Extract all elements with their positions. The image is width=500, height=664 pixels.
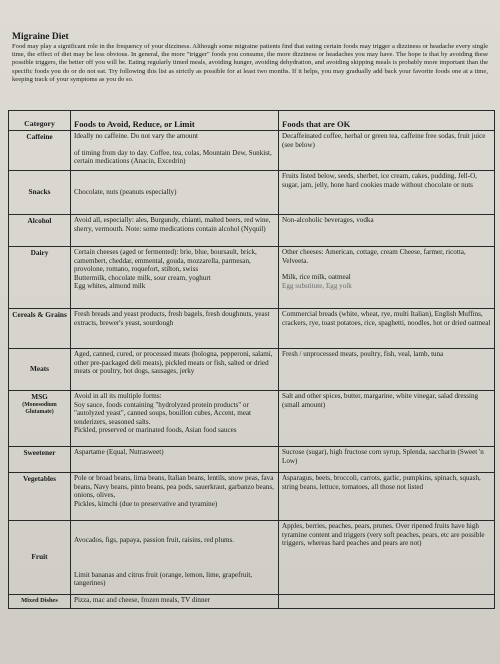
document-title: Migraine Diet <box>12 32 69 42</box>
ok-line: Fruits listed below, seeds, sherbet, ice cream, cakes, pudding, Jell-O, sugar, jam, jelly, hone hard cookies made without chocolate or nuts <box>282 172 477 189</box>
table-row <box>9 309 495 349</box>
avoid-line: Pizza, mac and cheese, frozen meals, TV dinner <box>74 596 211 604</box>
category-cell: Vegetables <box>9 473 71 521</box>
avoid-cell <box>71 595 279 609</box>
avoid-line: Certain cheeses (aged or fermented): brie, blue, boursault, brick, camembert, cheddar, emmental, gouda, mozzarella, parmesan, provolone, romano, roquefort, stilton, swiss <box>74 248 257 274</box>
table-row <box>9 473 495 521</box>
table-row <box>9 447 495 473</box>
ok-line: Fresh / unprocessed meats, poultry, fish, veal, lamb, tuna <box>282 350 444 358</box>
avoid-line: Avocados, figs, papaya, passion fruit, raisins, red plums. <box>74 536 235 544</box>
avoid-spacer <box>74 545 275 571</box>
header-category: Category <box>9 111 71 131</box>
table-row <box>9 215 495 247</box>
avoid-line: of timing from day to day. Coffee, tea, colas, Mountain Dew, Sunkist, certain medications (Anacin, Excedrin) <box>74 148 272 166</box>
ok-line: Salt and other spices, butter, margarine, white vinegar, salad dressing (small amount) <box>282 392 479 409</box>
intro-paragraph: Food may play a significant role in the frequency of your dizziness. Although some migraine patients find that eating certain foods may trigger a dizziness or headache every single time, the effect of diet may be less obvious. In general, the more "trigger" foods you consume, the more dizziness or headaches you may have. The hope is that by avoiding these possible triggers, the better off you will be. Eating regularly timed meals, avoiding hunger, avoiding dehydration, and avoiding skipping meals is probably more important than the specific foods you do or do not eat. Try following this list as strictly as possible for at least two months. If it helps, you may gradually add back your favorite foods one at a time, keeping track of your symptoms as you do so. <box>12 43 488 83</box>
table-row <box>9 349 495 391</box>
ok-line: Milk, rice milk, oatmeal <box>282 273 351 282</box>
avoid-spacer <box>74 141 275 149</box>
ok-cell <box>279 247 495 309</box>
avoid-line: Pickles, kimchi (due to preservative and tyramine) <box>74 499 218 508</box>
ok-cell <box>279 349 495 391</box>
avoid-cell <box>71 171 279 215</box>
avoid-line: Buttermilk, chocolate milk, sour cream, yoghurt <box>74 273 211 282</box>
category-sublabel: (Monosodium Glutamate) <box>22 401 57 415</box>
header-avoid: Foods to Avoid, Reduce, or Limit <box>71 111 279 131</box>
ok-cell <box>279 131 495 171</box>
avoid-cell <box>71 131 279 171</box>
category-cell: Fruit <box>9 521 71 595</box>
category-cell: Mixed Dishes <box>9 595 71 609</box>
avoid-cell <box>71 349 279 391</box>
ok-cell <box>279 473 495 521</box>
avoid-cell <box>71 473 279 521</box>
avoid-spacer <box>74 522 275 536</box>
avoid-cell <box>71 391 279 447</box>
document-header <box>12 32 488 84</box>
table-row <box>9 391 495 447</box>
category-label: MSG <box>31 392 48 401</box>
category-cell: Alcohol <box>9 215 71 247</box>
ok-cell <box>279 171 495 215</box>
avoid-line: Pickled, preserved or marinated foods, Asian food sauces <box>74 426 237 435</box>
category-cell: Sweetener <box>9 447 71 473</box>
avoid-cell <box>71 215 279 247</box>
avoid-cell <box>71 521 279 595</box>
avoid-line: Chocolate, nuts (peanuts especially) <box>74 188 177 197</box>
avoid-cell <box>71 447 279 473</box>
category-cell: Cereals & Grains <box>9 309 71 349</box>
ok-cell <box>279 521 495 595</box>
category-cell: Snacks <box>9 171 71 215</box>
ok-spacer <box>282 265 491 273</box>
avoid-line: Pole or broad beans, lima beans, Italian beans, lentils, snow peas, fava beans, Navy beans, pinto beans, pea pods, sauerkraut, garbanzo beans, onions, olives, <box>74 474 274 500</box>
ok-line: Non-alcoholic beverages, vodka <box>282 216 374 224</box>
ok-line: Commercial breads (white, wheat, rye, multi Italian), English Muffins, crackers, rye, toast potatoes, rice, spaghetti, noodles, hot or dried oatmeal <box>282 310 491 327</box>
avoid-line: Limit bananas and citrus fruit (orange, lemon, lime, grapefruit, tangerines) <box>74 570 253 588</box>
ok-line: Other cheeses: American, cottage, cream Cheese, farmer, ricotta, Velveeta. <box>282 248 466 265</box>
ok-cell <box>279 309 495 349</box>
ok-cell <box>279 391 495 447</box>
avoid-line: Egg whites, almond milk <box>74 282 146 291</box>
category-cell <box>9 391 71 447</box>
header-ok: Foods that are OK <box>279 111 495 131</box>
avoid-line: Ideally no caffeine. Do not vary the amount <box>74 132 198 140</box>
ok-cell <box>279 595 495 609</box>
category-cell: Meats <box>9 349 71 391</box>
ok-line: Egg substitute, Egg yolk <box>282 281 352 290</box>
ok-line: Sucrose (sugar), high fructose corn syrup, Splenda, saccharin (Sweet 'n Low) <box>282 448 484 465</box>
table-row <box>9 595 495 609</box>
table-row <box>9 247 495 309</box>
table-row <box>9 521 495 595</box>
ok-line: Decaffeinated coffee, herbal or green tea, caffeine free sodas, fruit juice (see below) <box>282 132 486 149</box>
avoid-cell <box>71 247 279 309</box>
category-cell: Dairy <box>9 247 71 309</box>
avoid-line: Avoid in all its multiple forms: <box>74 392 162 400</box>
table-row <box>9 171 495 215</box>
avoid-line: Avoid all, especially: ales, Burgundy, chianti, malted beers, red wine, sherry, vermouth. Note: some medications contain alcohol (Nyquil) <box>74 216 271 233</box>
avoid-line: Aspartame (Equal, Nutrasweet) <box>74 448 164 456</box>
table-header-row <box>9 111 495 131</box>
avoid-line: Aged, canned, cured, or processed meats (bologna, pepperoni, salami, other pre-packaged deli meats), pickled meats or fish, salted or dried meats or poultry, hot dogs, sausages, jerky <box>74 350 273 376</box>
avoid-line: Soy sauce, foods containing "hydrolyzed protein products" or "autolyzed yeast", canned soups, bouillon cubes, Accent, meat tenderizers, seasoned salts. <box>74 400 251 426</box>
avoid-cell <box>71 309 279 349</box>
migraine-diet-table <box>8 110 495 609</box>
ok-line: Apples, berries, peaches, pears, prunes. Over ripened fruits have high tyramine content and triggers (very soft peaches, pears, etc are possible triggers, whereas hard peaches and pears are not) <box>282 522 485 548</box>
ok-cell <box>279 447 495 473</box>
avoid-line: Fresh breads and yeast products, fresh bagels, fresh doughnuts, yeast extracts, brewer's yeast, sourdough <box>74 310 270 327</box>
ok-cell <box>279 215 495 247</box>
table-row <box>9 131 495 171</box>
ok-line: Asparagus, beets, broccoli, carrots, garlic, pumpkins, spinach, squash, string beans, lettuce, tomatoes, all those not listed <box>282 474 481 491</box>
category-cell: Caffeine <box>9 131 71 171</box>
